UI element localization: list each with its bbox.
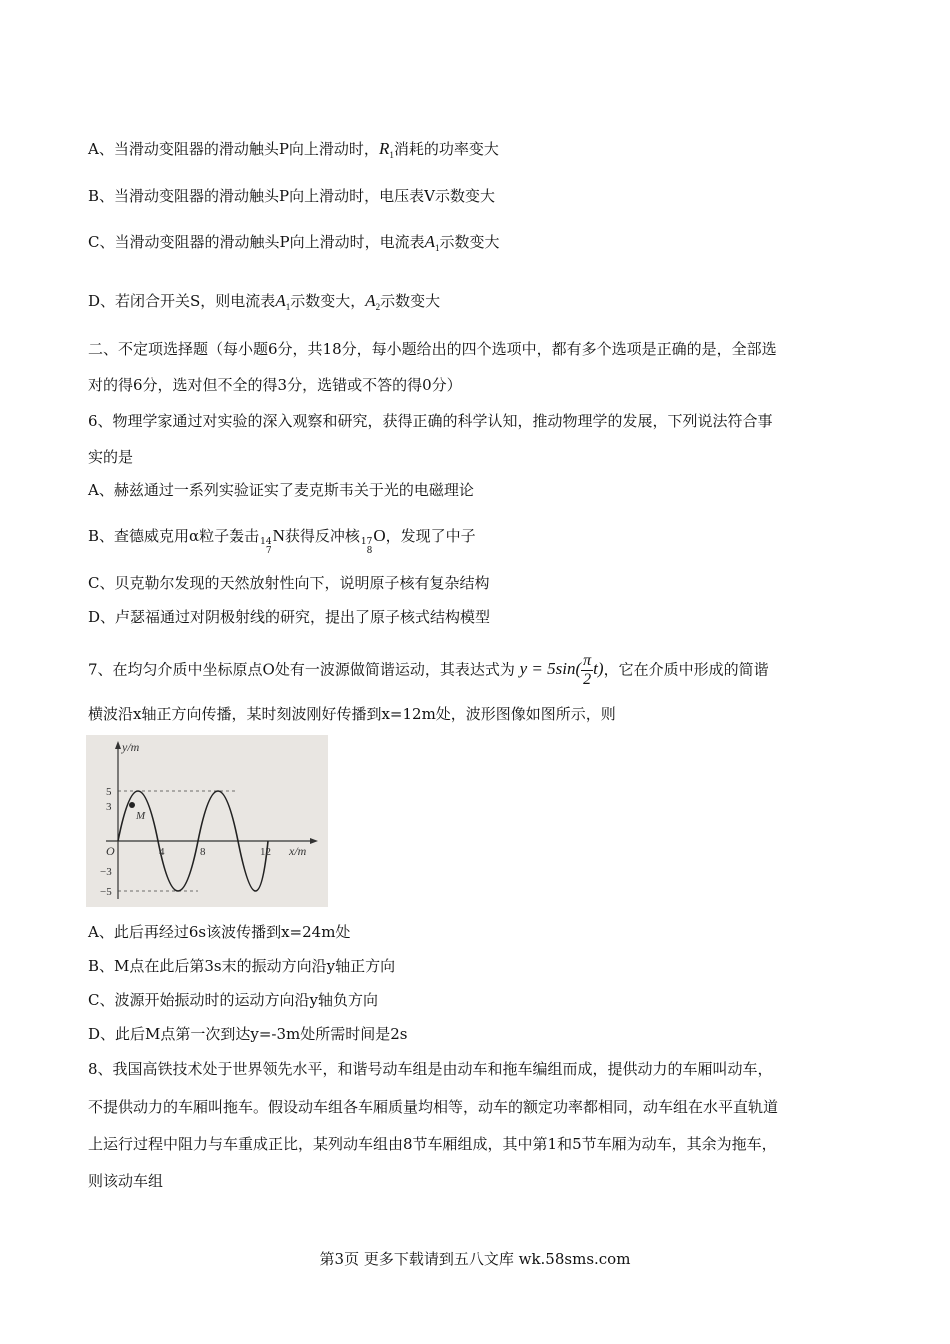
q6-option-c: C、贝克勒尔发现的天然放射性向下，说明原子核有复杂结构	[88, 574, 490, 592]
x-tick-4: 4	[159, 846, 165, 858]
wave-formula: y = 5sin( $\frac{\pi}{2}$ t)	[519, 652, 604, 688]
a2-symbol: $A_2$	[365, 291, 381, 312]
x-axis-arrow	[310, 838, 318, 844]
q6-option-b: B、查德威克用α粒子轰击 14 7 N获得反冲核 17 8 O，发现了中子	[88, 526, 476, 556]
q6-stem-line1: 6、物理学家通过对实验的深入观察和研究，获得正确的科学认知，推动物理学的发展，下列说法符合事	[88, 412, 773, 430]
a1-symbol: $A_1$	[424, 232, 440, 253]
y-tick-neg3: −3	[100, 866, 112, 878]
x-tick-12: 12	[260, 846, 271, 858]
y-axis-label: y/m	[122, 740, 140, 754]
q6-option-d: D、卢瑟福通过对阴极射线的研究，提出了原子核式结构模型	[88, 608, 491, 626]
y-tick-3: 3	[106, 801, 112, 813]
point-m-dot	[129, 802, 135, 808]
q5-option-c: C、当滑动变阻器的滑动触头P向上滑动时，电流表$A_1$示数变大	[88, 232, 500, 253]
q8-stem-line2: 不提供动力的车厢叫拖车。假设动车组各车厢质量均相等，动车的额定功率都相同，动车组在水平直轨道	[88, 1098, 779, 1116]
q7-stem-line2: 横波沿x轴正方向传播，某时刻波刚好传播到x=12m处，波形图像如图所示，则	[88, 705, 616, 723]
q6-option-a: A、赫兹通过一系列实验证实了麦克斯韦关于光的电磁理论	[88, 481, 474, 499]
q8-stem-line4: 则该动车组	[88, 1172, 164, 1190]
oxygen-isotope-numbers: 17 8	[360, 537, 373, 556]
q5-option-d: D、若闭合开关S，则电流表$A_1$示数变大，$A_2$示数变大	[88, 291, 441, 312]
section2-line1: 二、不定项选择题（每小题6分，共18分，每小题给出的四个选项中，都有多个选项是正确的是，全部选	[88, 340, 777, 358]
point-m-label: M	[136, 810, 146, 822]
y-axis-arrow	[115, 741, 121, 749]
page-footer: 第3页 更多下载请到五八文库 wk.58sms.com	[319, 1250, 631, 1268]
r1-symbol: $R_1$	[378, 139, 394, 160]
y-tick-5: 5	[106, 786, 112, 798]
q7-option-d: D、此后M点第一次到达y=-3m处所需时间是2s	[88, 1025, 408, 1043]
x-tick-8: 8	[200, 846, 206, 858]
nitrogen-isotope-numbers: 14 7	[260, 537, 272, 556]
wave-graph-figure	[86, 735, 328, 907]
wave-graph-svg	[86, 735, 328, 907]
q5-option-a: A、当滑动变阻器的滑动触头P向上滑动时，$R_1$消耗的功率变大	[88, 139, 499, 160]
q5-option-b: B、当滑动变阻器的滑动触头P向上滑动时，电压表V示数变大	[88, 187, 495, 205]
y-tick-neg5: −5	[100, 886, 112, 898]
q7-stem-line1: 7、在均匀介质中坐标原点O处有一波源做简谐运动，其表达式为 y = 5sin( $\frac{\pi}{2}$ t)，它在介质中形成的简谐	[88, 652, 769, 688]
q8-stem-line3: 上运行过程中阻力与车重成正比，某列动车组由8节车厢组成，其中第1和5节车厢为动车，其余为拖车，	[88, 1135, 777, 1153]
x-axis-label: x/m	[289, 844, 307, 858]
origin-label: O	[106, 844, 115, 858]
q7-option-b: B、M点在此后第3s末的振动方向沿y轴正方向	[88, 957, 396, 975]
q8-stem-line1: 8、我国高铁技术处于世界领先水平，和谐号动车组是由动车和拖车编组而成，提供动力的车厢叫动车，	[88, 1060, 773, 1078]
a1-symbol: $A_1$	[275, 291, 291, 312]
section2-line2: 对的得6分，选对但不全的得3分，选错或不答的得0分）	[88, 376, 462, 394]
q7-option-a: A、此后再经过6s该波传播到x=24m处	[88, 923, 351, 941]
q7-option-c: C、波源开始振动时的运动方向沿y轴负方向	[88, 991, 378, 1009]
q6-stem-line2: 实的是	[88, 448, 134, 466]
